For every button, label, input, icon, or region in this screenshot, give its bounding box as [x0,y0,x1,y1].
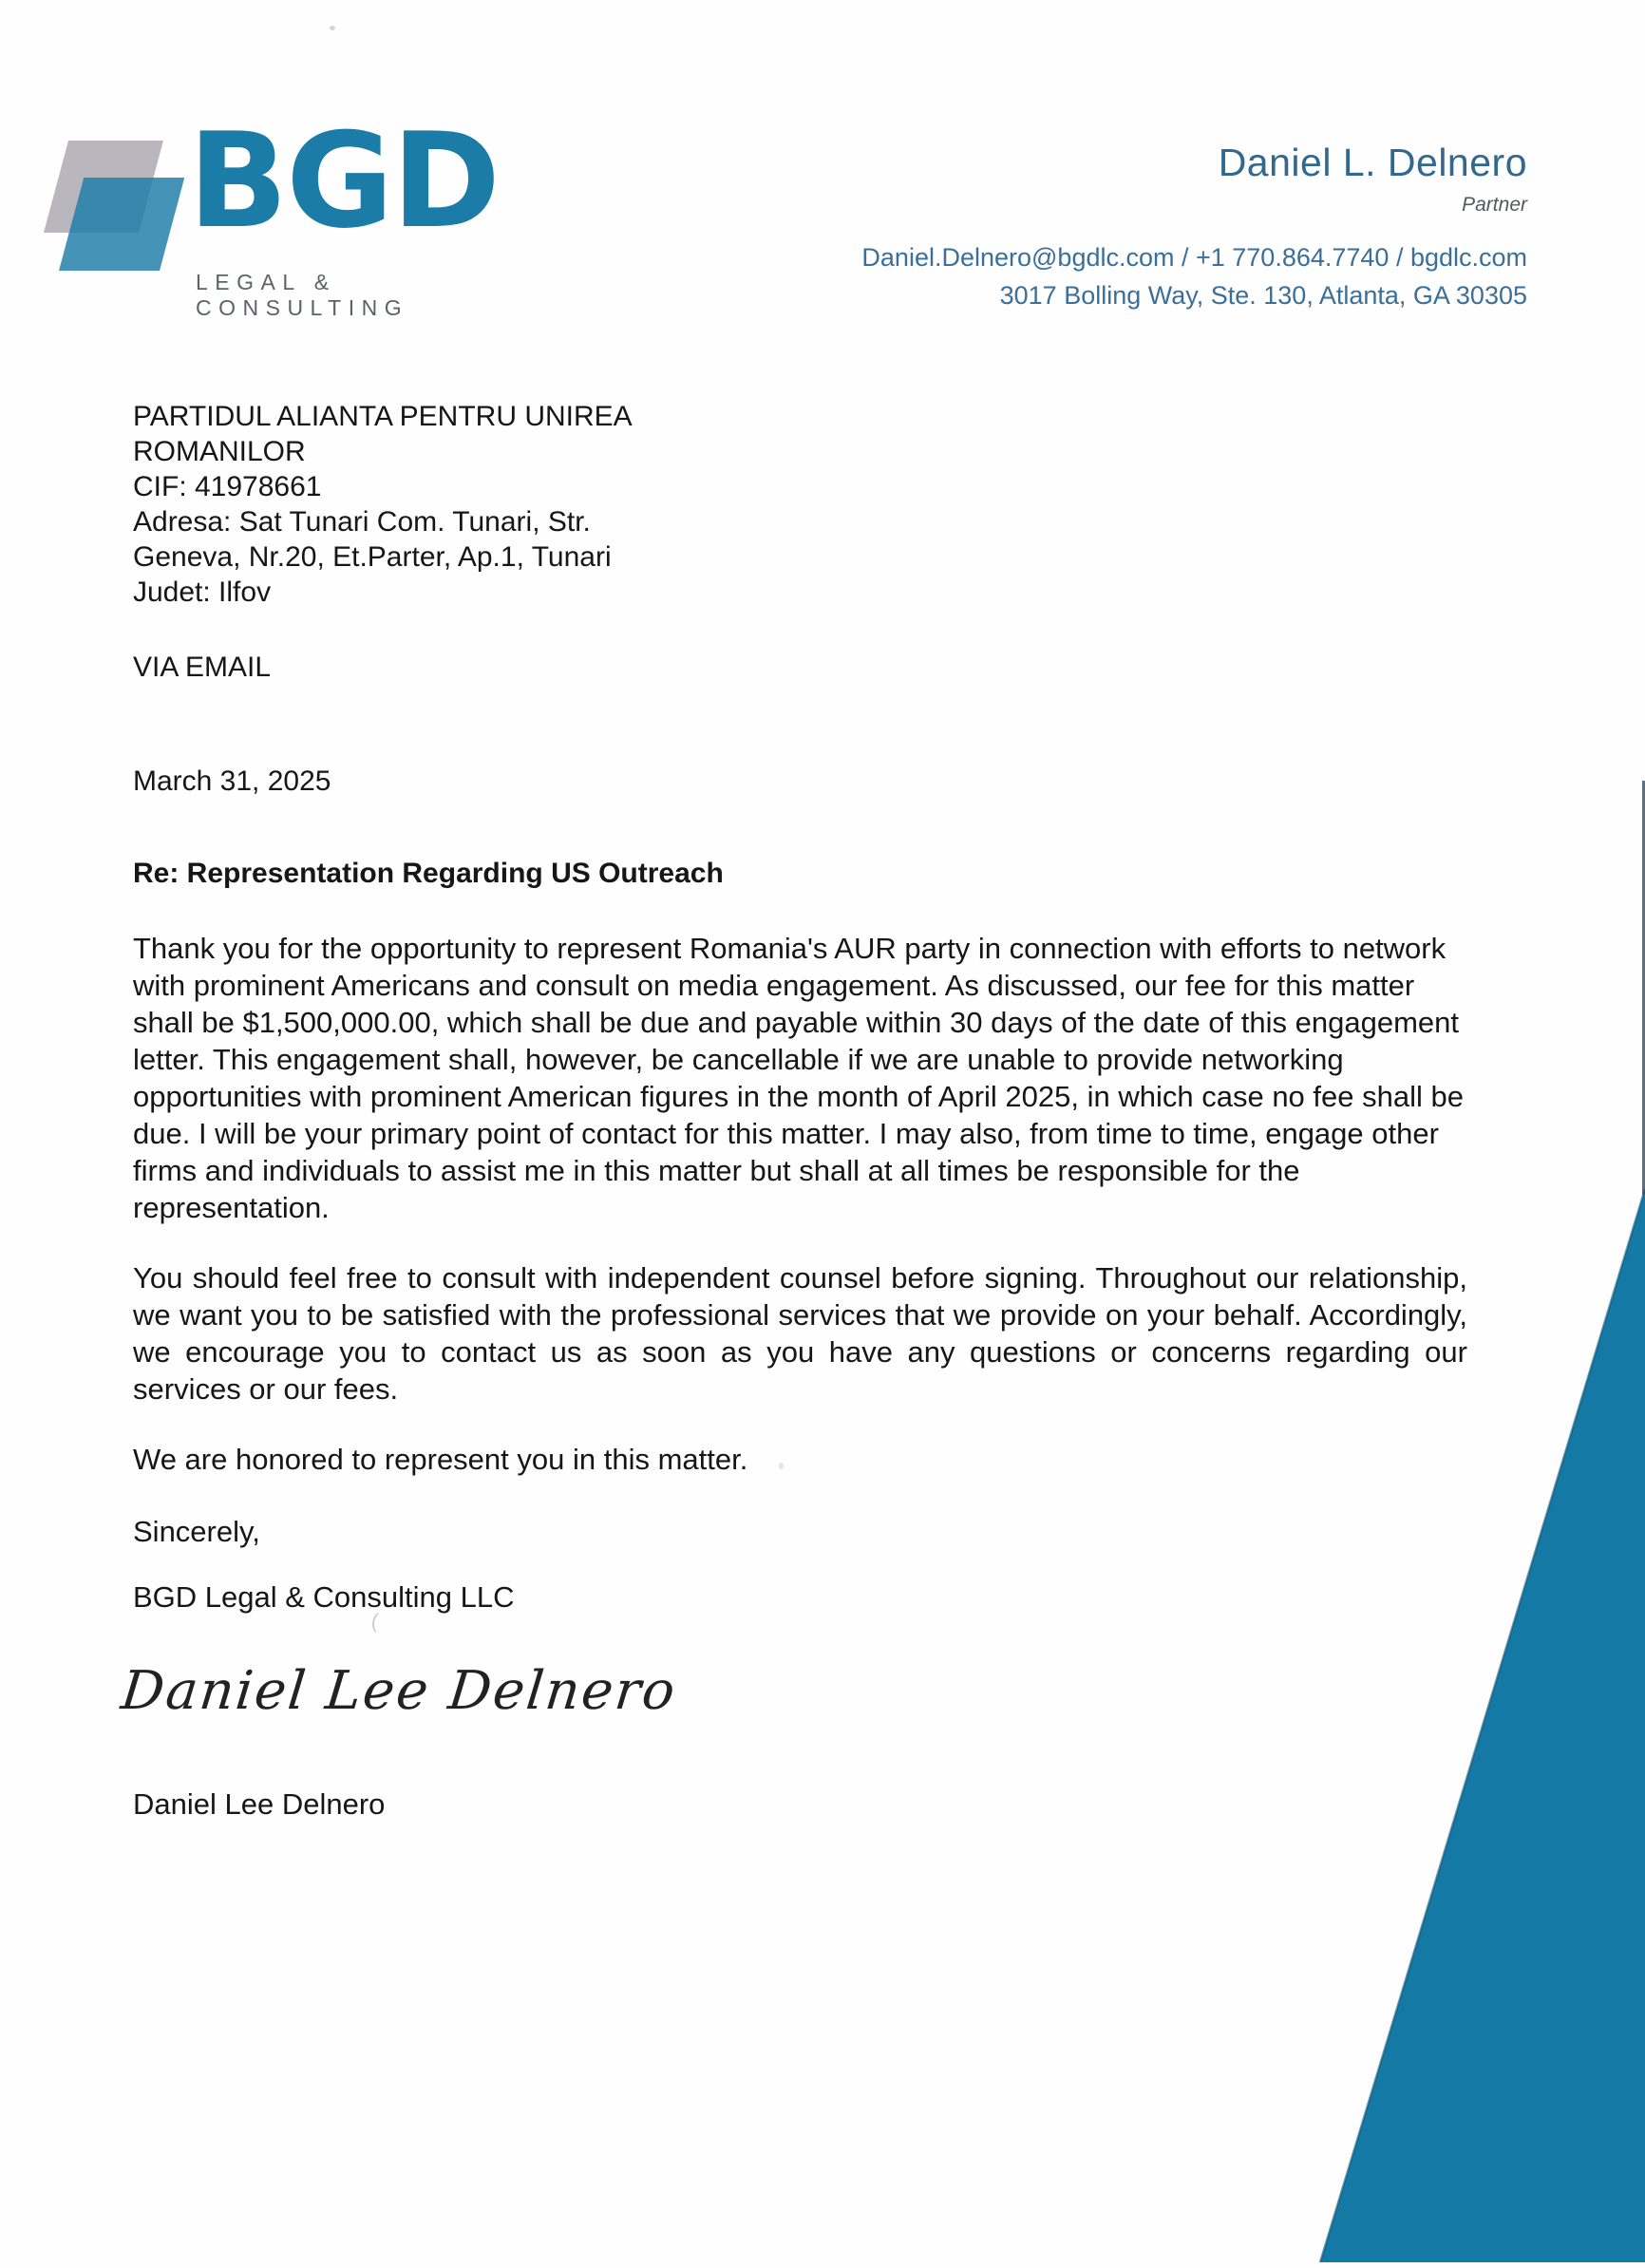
attorney-name: Daniel L. Delnero [1218,141,1527,184]
scan-speck [330,26,335,30]
company-signature-line: BGD Legal & Consulting LLC [133,1580,515,1614]
delivery-method: VIA EMAIL [133,652,272,683]
recipient-line: Judet: Ilfov [133,576,272,608]
subject-line: Re: Representation Regarding US Outreach [133,858,724,889]
recipient-line: ROMANILOR [133,436,306,467]
attorney-title: Partner [1462,194,1527,216]
firm-address-line: 3017 Bolling Way, Ste. 130, Atlanta, GA 30305 [999,281,1527,310]
body-paragraph-2: You should feel free to consult with independent counsel before signing. Throughout our relationship, we want you to be satisfied with the professional services that we provide on your behalf. Accordingly, we encourage you to contact us as soon as you have any questions or concerns regarding our services or our fees. [133,1261,1467,1406]
handwritten-signature: Daniel Lee Delnero [118,1660,680,1722]
letter-date: March 31, 2025 [133,765,331,797]
recipient-line: Geneva, Nr.20, Et.Parter, Ap.1, Tunari [133,541,612,573]
scan-speck: ( [369,1608,381,1634]
teal-corner-wedge [1301,1182,1645,2264]
logo-wordmark: BGD [188,104,500,257]
logo-tagline: LEGAL & CONSULTING [196,270,409,320]
recipient-line: PARTIDUL ALIANTA PENTRU UNIREA [133,401,633,432]
typed-signature-name: Daniel Lee Delnero [133,1787,386,1821]
recipient-line: Adresa: Sat Tunari Com. Tunari, Str. [133,506,591,538]
recipient-address-block [133,399,633,610]
letterhead-contact-block [861,141,1527,311]
attorney-contact-line: Daniel.Delnero@bgdlc.com / +1 770.864.7740 / bgdlc.com [861,243,1527,272]
scan-speck [779,1463,784,1469]
logo-parallelogram-icon [27,141,207,283]
closing-line: We are honored to represent you in this matter. [133,1443,748,1476]
signoff: Sincerely, [133,1515,260,1548]
body-paragraph-1: Thank you for the opportunity to represent Romania's AUR party in connection with efforts to network with prominent Americans and consult on media engagement. As discussed, our fee for this matter shall be $1,500,000.00, which shall be due and payable within 30 days of the date of this engagement letter. This engagement shall, however, be cancellable if we are unable to provide networking opportunities with prominent American figures in the month of April 2025, in which case no fee shall be due. I will be your primary point of contact for this matter. I may also, from time to time, engage other firms and individuals to assist me in this matter but shall at all times be responsible for the representation. [133,932,1464,1224]
recipient-line: CIF: 41978661 [133,471,322,502]
company-logo [27,104,520,320]
